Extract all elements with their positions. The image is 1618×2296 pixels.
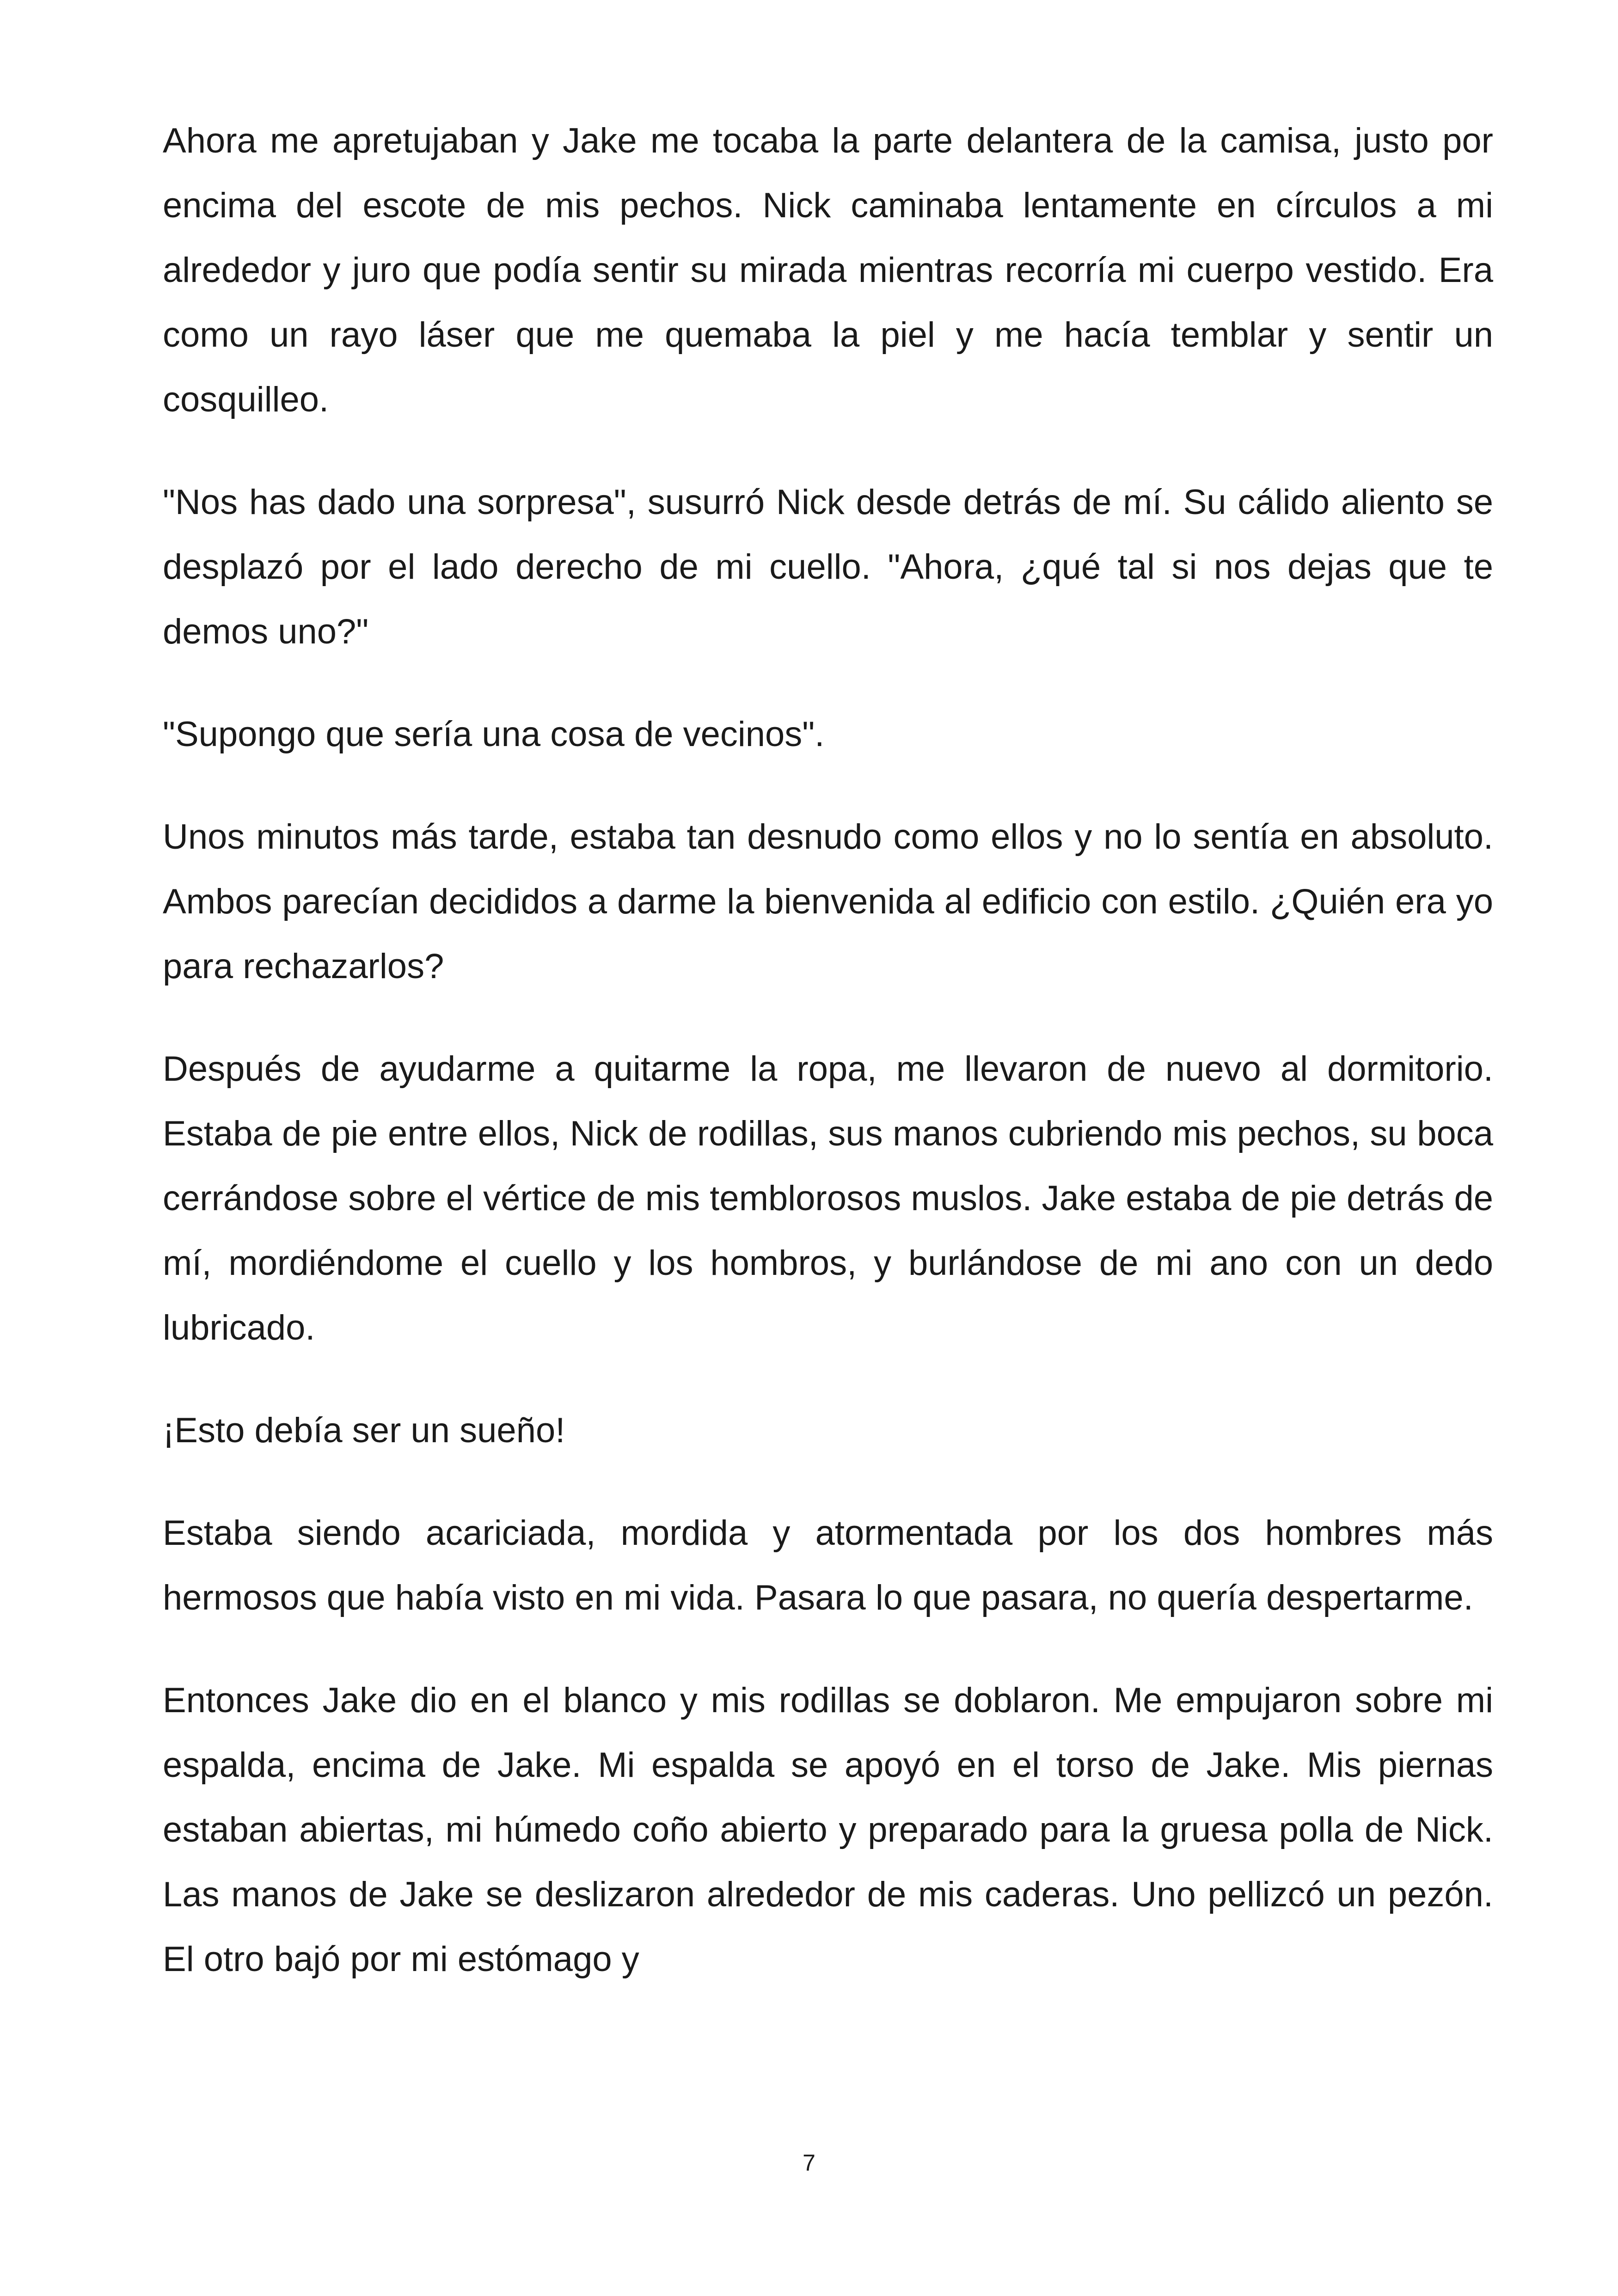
paragraph-6: ¡Esto debía ser un sueño! — [163, 1411, 565, 1450]
paragraph-2: "Nos has dado una sorpresa", susurró Nick desde detrás de mí. Su cálido aliento se desplazó por el lado derecho de mi cuello. "Ahora, ¿qué tal si nos dejas que te demos uno?" — [163, 483, 1493, 651]
paragraph-7: Estaba siendo acariciada, mordida y atormentada por los dos hombres más hermosos que había visto en mi vida. Pasara lo que pasara, no quería despertarme. — [163, 1513, 1493, 1617]
paragraph-4: Unos minutos más tarde, estaba tan desnudo como ellos y no lo sentía en absoluto. Ambos parecían decididos a darme la bienvenida al edificio con estilo. ¿Quién era yo para rechazarlos? — [163, 817, 1493, 986]
paragraph-8: Entonces Jake dio en el blanco y mis rodillas se doblaron. Me empujaron sobre mi espalda, encima de Jake. Mi espalda se apoyó en el torso de Jake. Mis piernas estaban abiertas, mi húmedo coño abierto y preparado para la gruesa polla de Nick. Las manos de Jake se deslizaron alrededor de mis caderas. Uno pellizcó un pezón. El otro bajó por mi estómago y — [163, 1681, 1493, 1979]
page-number: 7 — [803, 2150, 815, 2176]
paragraph-3: "Supongo que sería una cosa de vecinos". — [163, 715, 825, 754]
paragraph-5: Después de ayudarme a quitarme la ropa, me llevaron de nuevo al dormitorio. Estaba de pie entre ellos, Nick de rodillas, sus manos cubriendo mis pechos, su boca cerrándose sobre el vértice de mis temblorosos muslos. Jake estaba de pie detrás de mí, mordiéndome el cuello y los hombros, y burlándose de mi ano con un dedo lubricado. — [163, 1049, 1493, 1347]
body-text — [163, 109, 1493, 2030]
paragraph-1: Ahora me apretujaban y Jake me tocaba la parte delantera de la camisa, justo por encima del escote de mis pechos. Nick caminaba lentamente en círculos a mi alrededor y juro que podía sentir su mirada mientras recorría mi cuerpo vestido. Era como un rayo láser que me quemaba la piel y me hacía temblar y sentir un cosquilleo. — [163, 121, 1493, 419]
